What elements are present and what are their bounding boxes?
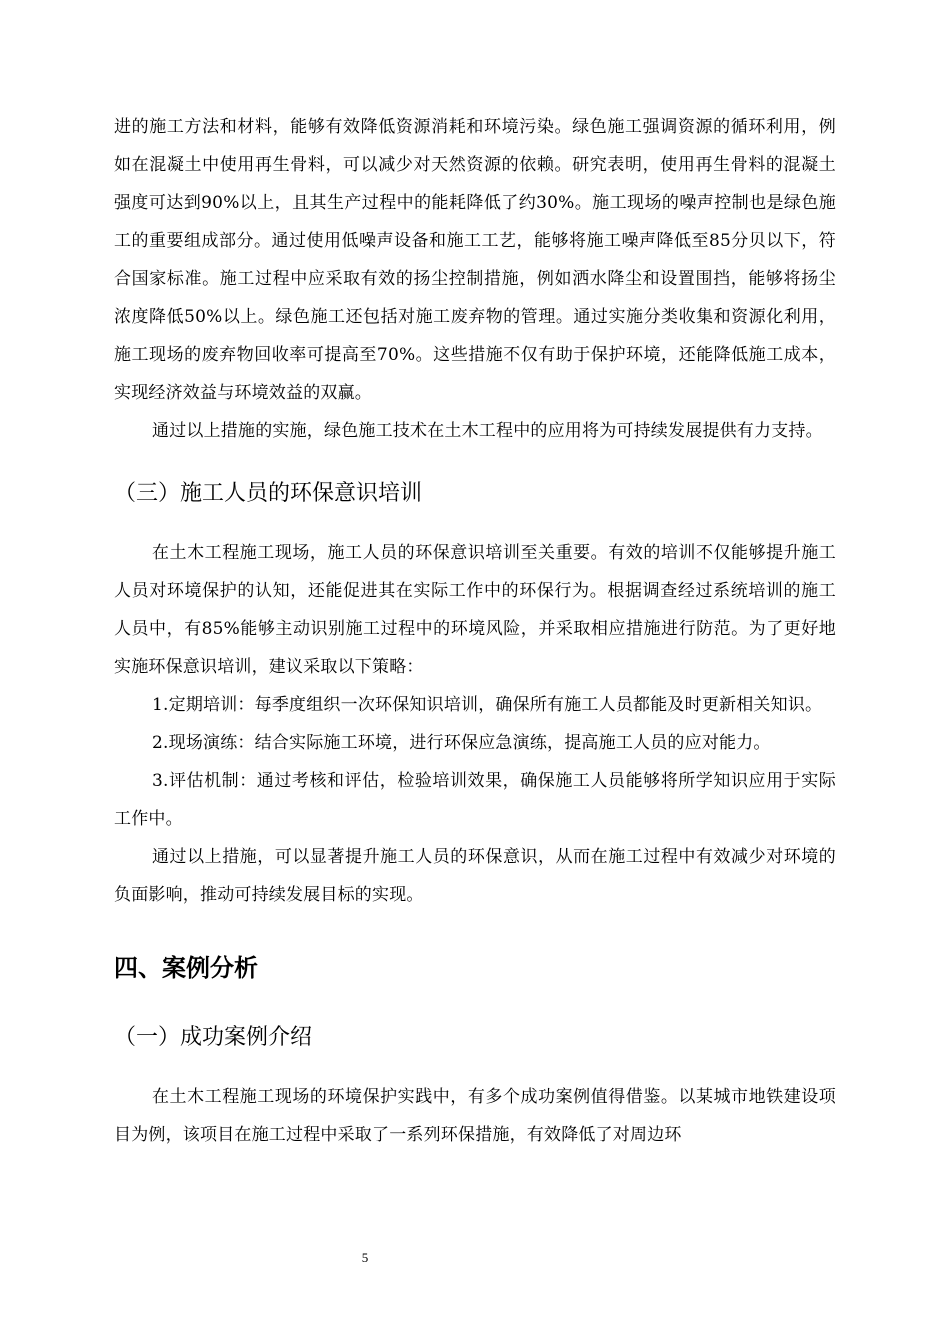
paragraph-training-summary: 通过以上措施，可以显著提升施工人员的环保意识，从而在施工过程中有效减少对环境的负面影响，推动可持续发展目标的实现。 [114,847,836,905]
list-item-field-drill: 2.现场演练：结合实际施工环境，进行环保应急演练，提高施工人员的应对能力。 [152,733,771,753]
list-item-regular-training: 1.定期培训：每季度组织一次环保知识培训，确保所有施工人员都能及时更新相关知识。 [152,695,823,715]
paragraph-summary: 通过以上措施的实施，绿色施工技术在土木工程中的应用将为可持续发展提供有力支持。 [152,421,823,441]
page-number: 5 [361,1250,369,1265]
paragraph-green-construction: 进的施工方法和材料，能够有效降低资源消耗和环境污染。绿色施工强调资源的循环利用，例如在混凝土中使用再生骨料，可以减少对天然资源的依赖。研究表明，使用再生骨料的混凝土强度可达到90%以上，且其生产过程中的能耗降低了约30%。施工现场的噪声控制也是绿色施工的重要组成部分。通过使用低噪声设备和施工工艺，能够将施工噪声降低至85分贝以下，符合国家标准。施工过程中应采取有效的扬尘控制措施，例如洒水降尘和设置围挡，能够将扬尘浓度降低50%以上。绿色施工还包括对施工废弃物的管理。通过实施分类收集和资源化利用，施工现场的废弃物回收率可提高至70%。这些措施不仅有助于保护环境，还能降低施工成本，实现经济效益与环境效益的双赢。 [114,117,836,403]
list-item-evaluation: 3.评估机制：通过考核和评估，检验培训效果，确保施工人员能够将所学知识应用于实际工作中。 [114,771,836,829]
section-heading-success-cases: （一）成功案例介绍 [114,1025,313,1050]
paragraph-training-intro: 在土木工程施工现场，施工人员的环保意识培训至关重要。有效的培训不仅能够提升施工人员对环境保护的认知，还能促进其在实际工作中的环保行为。根据调查经过系统培训的施工人员中，有85%能够主动识别施工过程中的环境风险，并采取相应措施进行防范。为了更好地实施环保意识培训，建议采取以下策略： [114,543,836,677]
paragraph-case-intro: 在土木工程施工现场的环境保护实践中，有多个成功案例值得借鉴。以某城市地铁建设项目为例，该项目在施工过程中采取了一系列环保措施，有效降低了对周边环 [114,1087,836,1145]
chapter-heading-case-analysis: 四、案例分析 [114,954,258,982]
section-heading-training: （三）施工人员的环保意识培训 [114,481,423,506]
page-content [114,108,836,1154]
